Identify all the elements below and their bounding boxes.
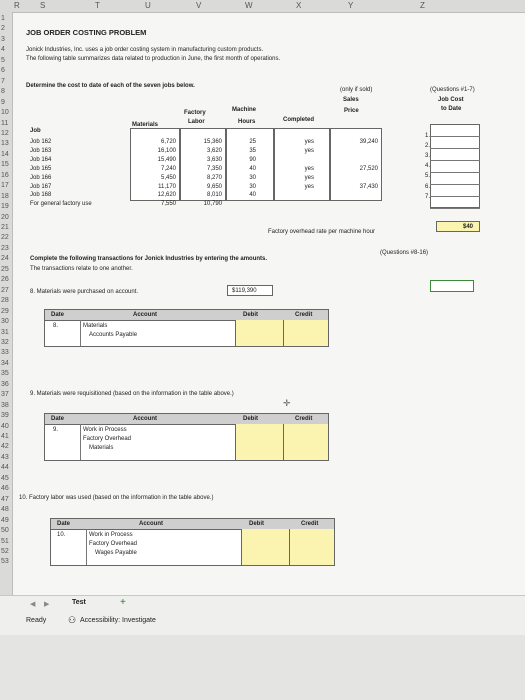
overhead-rate-value: $40 [462,224,473,230]
row-number[interactable]: 41 [1,433,9,440]
sheet-tab-test[interactable]: Test [72,599,86,606]
questions-1-7-label: (Questions #1-7) [430,87,475,93]
sheet-tab-bar [0,595,525,636]
general-factory-materials: 7,550 [160,201,176,208]
price-header: Price [344,108,359,114]
completed-value: yes [304,174,314,181]
transaction-8-date: 8. [53,323,59,329]
labor-header: Labor [188,119,205,125]
accessibility-icon[interactable]: ⚇ [68,615,77,625]
hours-value: 30 [249,174,256,181]
date-header: Date [51,416,65,422]
status-ready: Ready [26,617,47,624]
job-cost-cell-line[interactable] [430,136,480,137]
row-number[interactable]: 44 [1,464,9,472]
row-number[interactable]: 34 [1,359,9,367]
row-number[interactable]: 42 [1,443,9,451]
col-v[interactable]: V [196,1,202,10]
question-number: 2. [424,143,430,150]
job-name: Job 168 [30,192,52,199]
materials-value: 6,720 [160,139,176,145]
materials-value: 7,240 [160,165,176,172]
job-name: Job 164 [30,156,52,163]
to-date-header: to Date [441,106,462,112]
row-number[interactable]: 52 [1,547,9,555]
row-number[interactable]: 50 [1,527,9,535]
row-number[interactable]: 51 [1,537,9,545]
divider [86,529,87,565]
col-s[interactable]: S [40,1,46,10]
complete-instruction: Complete the following transactions for Jonick Industries by entering the amounts. [30,256,268,262]
job-name: Job 165 [30,165,52,172]
account-header: Account [133,416,157,422]
transaction-8-amount-value: $119,390 [232,288,257,294]
row-number[interactable]: 22 [1,234,9,242]
row-number[interactable]: 14 [1,150,9,158]
debit-cell[interactable] [241,529,289,565]
question-number: 1. [424,133,430,139]
only-if-sold-note: (only if sold) [340,87,373,93]
materials-header: Materials [132,122,159,128]
row-number[interactable]: 6 [1,67,5,75]
labor-value: 15,360 [203,139,222,145]
journal-table-8 [44,309,329,347]
row-number[interactable]: 17 [1,182,9,190]
hours-value: 30 [249,183,256,190]
account-header: Account [133,312,157,318]
account-line: Factory Overhead [89,541,138,547]
row-number[interactable]: 20 [1,213,9,221]
job-name: Job 166 [30,174,52,181]
materials-value: 12,620 [157,192,176,199]
credit-header: Credit [295,416,313,422]
divider [80,424,81,460]
row-number[interactable]: 40 [1,422,9,430]
row-number[interactable]: 11 [1,119,9,127]
account-line: Work in Process [89,532,133,538]
divider [80,320,81,346]
job-name: Job 162 [30,139,52,145]
col-y[interactable]: Y [348,1,354,10]
credit-header: Credit [295,312,313,318]
col-w[interactable]: W [245,1,253,10]
labor-value: 7,350 [206,165,222,172]
job-header: Job [30,128,41,134]
materials-value: 5,450 [160,174,176,181]
row-number[interactable]: 15 [1,161,9,169]
labor-value: 3,630 [206,156,222,163]
completed-value: yes [304,147,314,154]
account-line: Work in Process [83,427,127,433]
hours-value: 40 [249,165,256,172]
row-number[interactable]: 30 [1,318,9,326]
date-header: Date [57,521,71,527]
price-value: 37,430 [359,183,378,190]
row-number[interactable]: 1 [1,15,5,22]
row-number[interactable]: 26 [1,276,9,284]
account-line: Accounts Payable [89,332,138,338]
account-line: Factory Overhead [83,436,132,442]
job-cost-header: Job Cost [438,97,464,103]
row-number[interactable]: 29 [1,307,9,315]
row-header-bar [0,12,13,595]
machine-header: Machine [232,107,257,113]
row-number[interactable]: 16 [1,171,9,179]
col-r[interactable]: R [14,1,20,10]
hours-header: Hours [238,119,256,125]
page-title: JOB ORDER COSTING PROBLEM [26,28,147,37]
hours-value: 90 [249,156,256,163]
credit-cell[interactable] [283,320,328,346]
account-line: Materials [83,323,108,329]
question-number: 4. [424,163,430,170]
row-number[interactable]: 9 [1,98,5,106]
row-number[interactable]: 47 [1,495,9,503]
row-number[interactable]: 28 [1,297,9,305]
row-number[interactable]: 39 [1,412,9,420]
scroll-tabs-right-icon[interactable]: ▶ [44,601,50,608]
row-number[interactable]: 8 [1,88,5,96]
hours-value: 40 [249,192,256,199]
relate-instruction: The transactions relate to one another. [30,266,133,272]
row-number[interactable]: 12 [1,129,9,137]
overhead-rate-label: Factory overhead rate per machine hour [268,229,376,235]
completed-value: yes [304,183,314,190]
labor-value: 8,270 [206,174,222,181]
row-number[interactable]: 7 [1,77,5,85]
hours-value: 25 [249,139,256,145]
general-factory-label: For general factory use [30,201,92,208]
labor-value: 8,010 [206,192,222,199]
completed-value: yes [304,165,314,172]
col-x[interactable]: X [296,1,302,10]
debit-cell[interactable] [235,320,283,346]
row-number[interactable]: 43 [1,453,9,461]
col-z[interactable]: Z [420,1,425,10]
transaction-9-date: 9. [53,427,59,433]
materials-value: 16,100 [157,147,176,154]
questions-8-16-label: (Questions #8-16) [380,250,429,256]
transaction-10-date: 10. [57,532,66,538]
hours-value: 35 [249,147,256,154]
question-number: 3. [424,153,430,160]
job-cost-cell-line[interactable] [430,148,480,149]
row-number[interactable]: 46 [1,485,9,493]
row-number[interactable]: 31 [1,328,9,336]
row-number[interactable]: 45 [1,474,9,482]
materials-value: 15,490 [157,156,176,163]
intro-line-2: The following table summarizes data related to production in June, the first month of operations. [26,56,281,62]
account-line: Materials [89,445,114,451]
materials-value: 11,170 [158,183,176,190]
row-number[interactable]: 2 [1,25,5,33]
debit-cell[interactable] [235,424,283,460]
question-number: 6. [424,183,430,190]
accessibility-status[interactable]: Accessibility: Investigate [80,617,156,624]
col-u[interactable]: U [145,1,151,10]
row-number[interactable]: 10 [1,109,9,117]
completed-header: Completed [283,117,315,123]
completed-value: yes [304,139,314,145]
cell-cursor-icon: ✛ [283,398,291,408]
job-cost-cell-line[interactable] [430,184,480,185]
row-number[interactable]: 4 [1,46,5,54]
transaction-10-text: 10. Factory labor was used (based on the information in the table above.) [19,495,214,501]
col-t[interactable]: T [95,1,100,10]
credit-cell[interactable] [289,529,334,565]
debit-header: Debit [243,416,258,422]
journal-table-10 [50,518,335,566]
labor-value: 9,650 [206,183,222,190]
factory-header: Factory [184,110,206,116]
question-answer-box[interactable] [430,280,474,292]
job-cost-cell-line[interactable] [430,160,480,161]
journal-table-9 [44,413,329,461]
row-number[interactable]: 18 [1,192,9,200]
credit-header: Credit [301,521,319,527]
job-name: Job 163 [30,147,52,154]
row-number[interactable]: 25 [1,265,9,273]
row-number[interactable]: 19 [1,203,9,211]
debit-header: Debit [243,312,258,318]
row-number[interactable]: 32 [1,338,9,346]
transaction-8-text: 8. Materials were purchased on account. [30,289,139,295]
row-number[interactable]: 5 [1,56,5,64]
account-header: Account [139,521,163,527]
date-header: Date [51,312,65,318]
determine-instruction: Determine the cost to date of each of the seven jobs below. [26,83,195,89]
question-number: 5. [424,173,430,180]
row-number[interactable]: 35 [1,370,9,378]
account-line: Wages Payable [95,550,137,556]
credit-cell[interactable] [283,424,328,460]
debit-header: Debit [249,521,264,527]
row-number[interactable]: 3 [1,35,5,43]
intro-line-1: Jonick Industries, Inc. uses a job order costing system in manufacturing custom products. [26,47,264,53]
price-value: 39,240 [359,139,378,145]
overhead-rate-cell[interactable] [436,221,480,232]
photo-margin [0,635,525,700]
row-number[interactable]: 53 [1,558,9,566]
row-number[interactable]: 37 [1,391,9,399]
sales-header: Sales [343,97,359,103]
row-number[interactable]: 27 [1,286,9,294]
job-name: Job 167 [30,183,52,190]
row-number[interactable]: 24 [1,255,9,263]
add-sheet-button[interactable]: + [120,597,126,608]
scroll-tabs-left-icon[interactable]: ◀ [30,601,36,608]
transaction-9-text: 9. Materials were requisitioned (based on the information in the table above.) [30,391,234,397]
job-cost-cell-line[interactable] [430,172,480,173]
row-number[interactable]: 36 [1,380,9,388]
row-number[interactable]: 49 [1,516,9,524]
column-header-bar [0,0,525,13]
labor-value: 3,620 [206,147,222,154]
job-cost-cell-line[interactable] [430,208,480,209]
row-number[interactable]: 33 [1,349,9,357]
row-number[interactable]: 38 [1,401,9,409]
row-number[interactable]: 13 [1,140,9,148]
row-number[interactable]: 21 [1,224,9,231]
question-number: 7. [424,193,430,200]
row-number[interactable]: 23 [1,244,9,252]
transaction-8-amount [227,285,273,296]
price-value: 27,520 [359,165,378,172]
row-number[interactable]: 48 [1,506,9,514]
general-factory-labor: 10,790 [203,201,222,208]
job-cost-cell-line[interactable] [430,196,480,197]
